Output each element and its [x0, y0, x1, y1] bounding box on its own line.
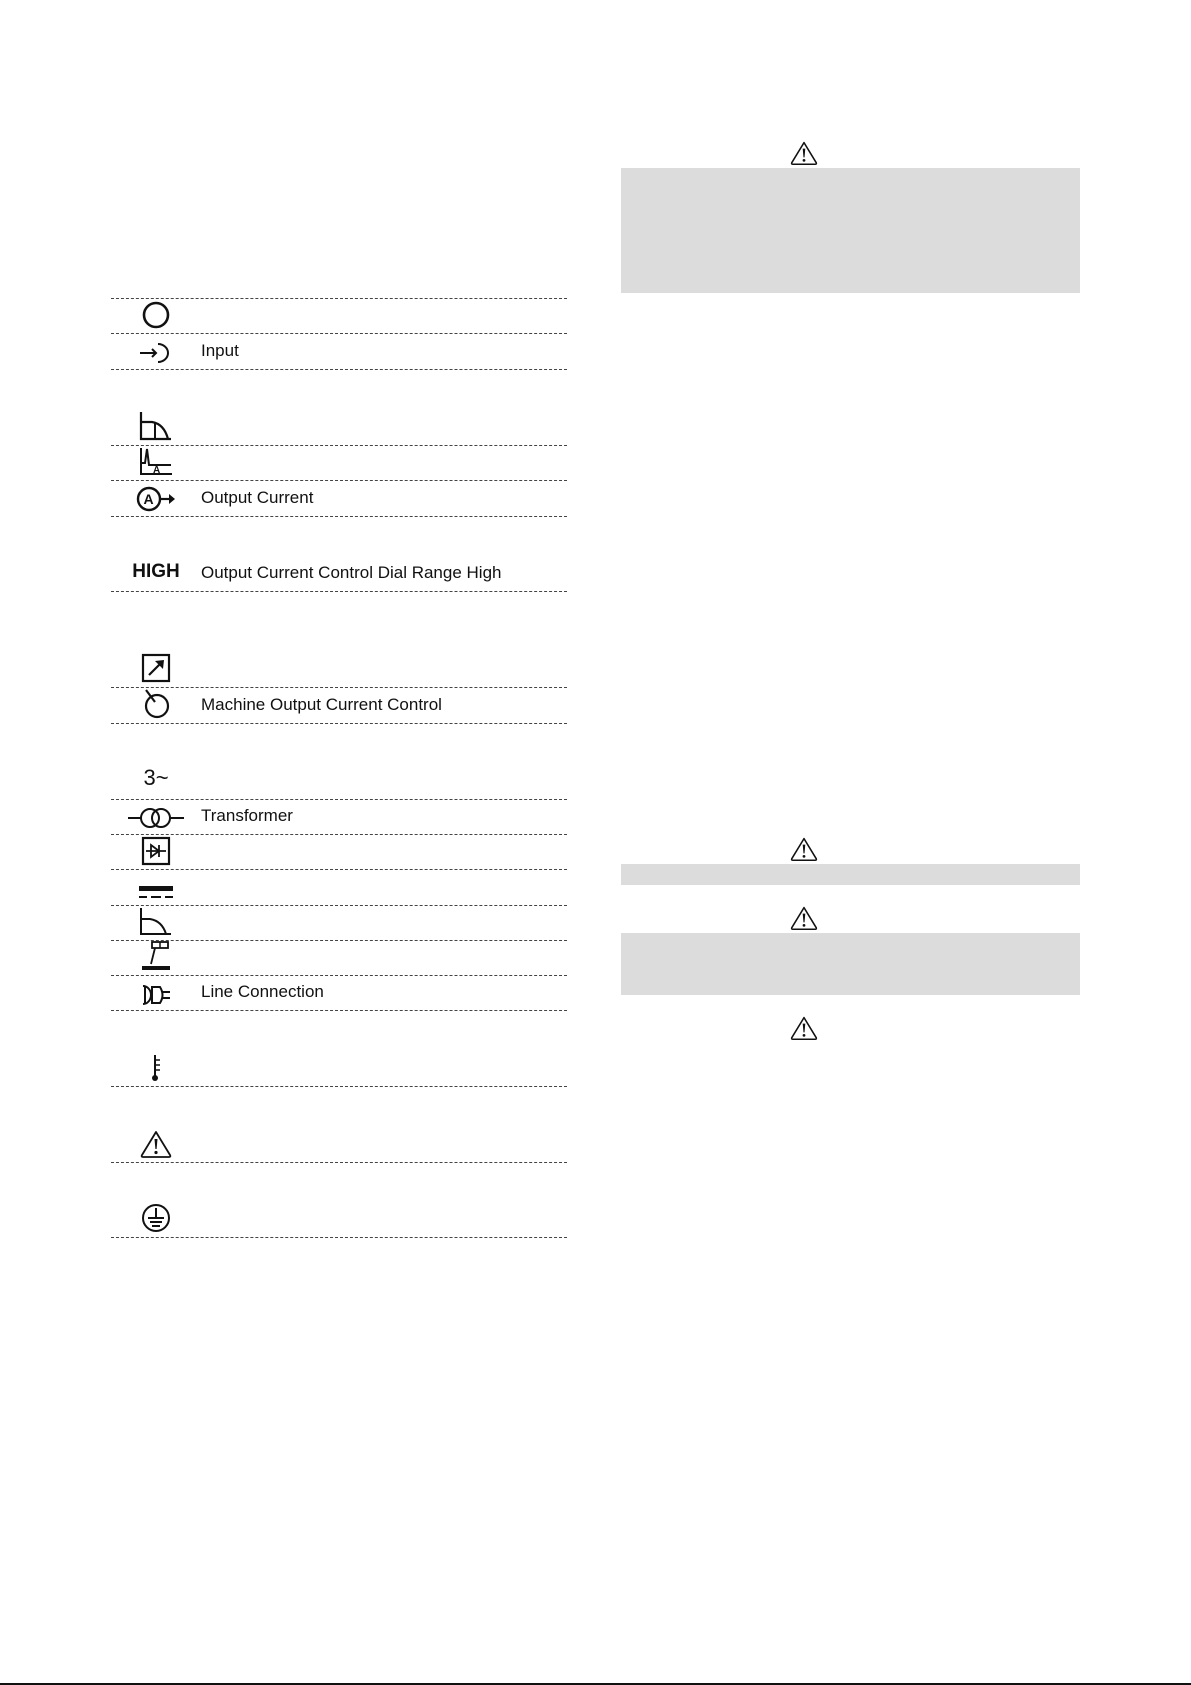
- thermometer-icon: [111, 1053, 201, 1086]
- rectifier-icon: [111, 836, 201, 869]
- arc-force-icon: [111, 447, 201, 480]
- table-row: [111, 687, 567, 723]
- warning-icon: [111, 1129, 201, 1162]
- three-phase-symbol: [111, 765, 201, 799]
- power-off-circle-icon: [111, 300, 201, 333]
- table-row: [111, 940, 567, 975]
- control-knob-icon: [111, 688, 201, 723]
- protective-earth-icon: [111, 1202, 201, 1237]
- table-row: [111, 723, 567, 799]
- table-row: [111, 516, 567, 591]
- row-label: Output Current Control Dial Range High: [201, 563, 502, 582]
- remote-control-icon: [111, 652, 201, 687]
- drooping-characteristic-icon: [111, 410, 201, 445]
- transformer-icon: [111, 805, 201, 834]
- table-row: [111, 834, 567, 869]
- table-row: [111, 1010, 567, 1086]
- table-row: [111, 869, 567, 905]
- row-label: Line Connection: [201, 982, 324, 1001]
- warning-triangle-icon: [789, 1015, 819, 1041]
- line-connection-plug-icon: [111, 983, 201, 1010]
- table-row: [111, 369, 567, 445]
- stick-electrode-icon: [111, 940, 201, 975]
- input-icon: [111, 340, 201, 369]
- warning-triangle-icon: [789, 905, 819, 931]
- three-phase-text: 3~: [143, 765, 169, 790]
- table-row: [111, 298, 567, 333]
- warning-box: [621, 864, 1080, 885]
- output-current-icon: [111, 485, 201, 516]
- direct-current-icon: [111, 882, 201, 905]
- high-text-symbol: [111, 561, 201, 591]
- symbols-table: [111, 298, 567, 1238]
- row-label: Input: [201, 341, 239, 360]
- warning-box: [621, 933, 1080, 995]
- row-label: Output Current: [201, 488, 314, 507]
- svg-text:A: A: [153, 465, 161, 476]
- table-row: [111, 591, 567, 687]
- svg-text:A: A: [143, 491, 154, 507]
- warning-triangle-icon: [789, 140, 819, 166]
- table-row: [111, 480, 567, 516]
- row-label: Transformer: [201, 806, 293, 825]
- warning-triangle-icon: [789, 836, 819, 862]
- high-symbol-text: HIGH: [132, 561, 180, 582]
- constant-current-curve-icon: [111, 907, 201, 940]
- table-row: [111, 445, 567, 480]
- table-row: [111, 333, 567, 369]
- table-row: [111, 1162, 567, 1238]
- warning-box: [621, 168, 1080, 293]
- row-label: Machine Output Current Control: [201, 695, 442, 714]
- table-row: [111, 1086, 567, 1162]
- table-row: [111, 905, 567, 940]
- table-row: [111, 799, 567, 834]
- table-row: [111, 975, 567, 1010]
